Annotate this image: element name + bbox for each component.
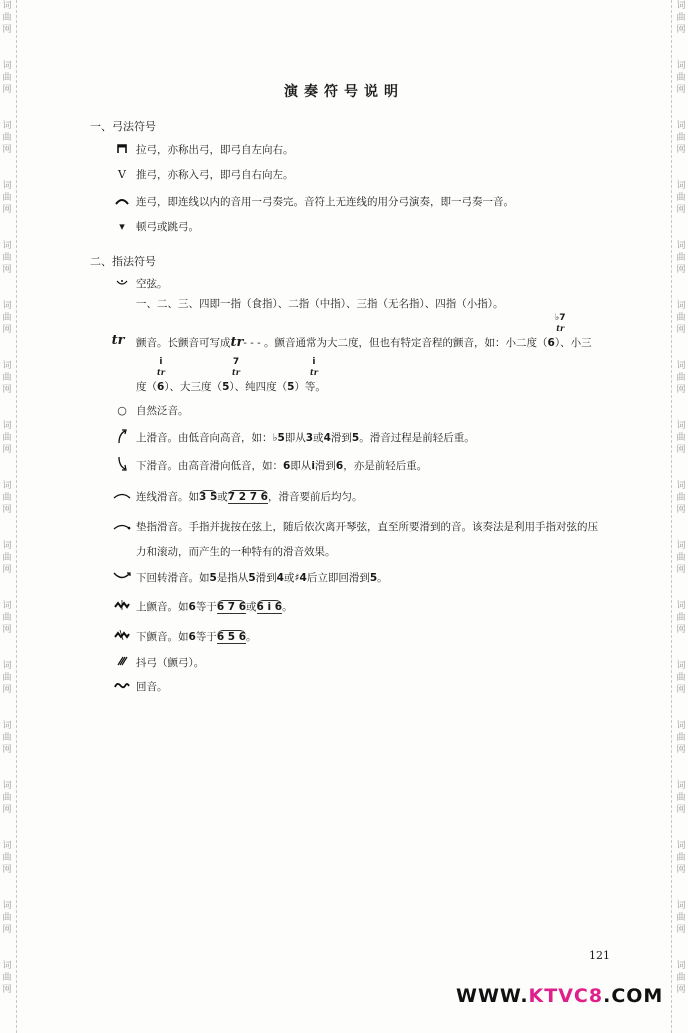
legato-slide-icon	[112, 489, 132, 503]
push-bow-icon: V	[118, 168, 126, 181]
harmonic-text: 自然泛音。	[136, 405, 189, 417]
slide-down-text: 下滑音。由高音滑向低音，如：6即从i滑到6，亦是前轻后重。	[136, 460, 428, 472]
site-watermark-logo: WWW.KTVC8.COM	[456, 985, 664, 1007]
bowing-slur-text: 连弓，即连线以内的音用一弓奏完。音符上无连线的用分弓演奏，即一弓奏一音。	[136, 196, 514, 208]
watermark-text: 词 曲 网	[676, 841, 686, 875]
harmonic-icon: ○	[117, 404, 127, 417]
lower-mordent-icon	[112, 630, 132, 644]
turn-text: 回音。	[136, 681, 168, 693]
watermark-text: 词 曲 网	[676, 301, 686, 335]
watermark-text: 词 曲 网	[676, 1, 686, 35]
watermark-text: 词 曲 网	[2, 301, 12, 335]
trill-example-4-top: i tr	[310, 357, 318, 377]
section-heading-bowing: 一、弓法符号	[90, 120, 156, 133]
pull-bow-icon	[112, 143, 132, 157]
watermark-text: 词 曲 网	[2, 601, 12, 635]
watermark-text: 词 曲 网	[2, 541, 12, 575]
return-slide-icon	[112, 571, 132, 585]
open-string-icon	[112, 277, 132, 291]
trill-example-3-top: 7 tr	[232, 357, 240, 377]
return-slide-text: 下回转滑音。如5是指从5滑到4或♯4后立即回滑到5。	[136, 572, 388, 584]
section-heading-fingering: 二、指法符号	[90, 255, 156, 268]
slide-up-icon	[112, 428, 132, 448]
slide-down-icon	[112, 456, 132, 476]
bowing-push-text: 推弓，亦称入弓，即弓自右向左。	[136, 169, 294, 181]
watermark-text: 词 曲 网	[676, 61, 686, 95]
lower-mordent-text: 下颤音。如6等于6 5 6。	[136, 631, 257, 643]
trill-example-2-top: i tr	[157, 357, 165, 377]
watermark-text: 词 曲 网	[2, 241, 12, 275]
finger-slide-icon	[112, 520, 132, 534]
staccato-icon: ▾	[119, 220, 125, 233]
watermark-text: 词 曲 网	[676, 181, 686, 215]
trill-icon: tr	[111, 333, 125, 348]
tremolo-icon	[112, 656, 132, 670]
watermark-text: 词 曲 网	[676, 901, 686, 935]
trill-line-2: 度（6）、大三度（5）、纯四度（5）等。	[136, 381, 326, 393]
watermark-text: 词 曲 网	[2, 901, 12, 935]
watermark-text: 词 曲 网	[676, 541, 686, 575]
watermark-text: 词 曲 网	[676, 421, 686, 455]
trill-line-1: 颤音。长颤音可写成tr- - - 。颤音通常为大二度，但也有特定音程的颤音，如：小二度（6）、小三	[136, 335, 592, 350]
watermark-text: 词 曲 网	[676, 601, 686, 635]
watermark-text: 词 曲 网	[676, 661, 686, 695]
upper-mordent-icon	[112, 600, 132, 614]
watermark-text: 词 曲 网	[676, 361, 686, 395]
trill-example-1-top: ♭7 tr	[555, 313, 566, 333]
watermark-text: 词 曲 网	[2, 661, 12, 695]
watermark-text: 词 曲 网	[676, 721, 686, 755]
upper-mordent-text: 上颤音。如6等于6 7 6或6 i 6。	[136, 601, 293, 613]
turn-icon	[112, 680, 132, 694]
finger-slide-line-2: 力和滚动，而产生的一种特有的滑音效果。	[136, 546, 336, 558]
watermark-text: 词 曲 网	[2, 721, 12, 755]
watermark-text: 词 曲 网	[676, 241, 686, 275]
watermark-text: 词 曲 网	[2, 841, 12, 875]
bowing-pull-text: 拉弓，亦称出弓，即弓自左向右。	[136, 144, 294, 156]
page-number: 121	[589, 949, 610, 962]
watermark-text: 词 曲 网	[2, 61, 12, 95]
bowing-staccato-text: 顿弓或跳弓。	[136, 221, 199, 233]
slide-up-text: 上滑音。由低音向高音，如：♭5即从3或4滑到5。滑音过程是前轻后重。	[136, 432, 475, 444]
watermark-text: 词 曲 网	[676, 121, 686, 155]
finger-slide-line-1: 垫指滑音。手指并拢按在弦上，随后依次离开琴弦，直至所要滑到的音。该奏法是利用手指对弦的压	[136, 521, 598, 533]
watermark-text: 词 曲 网	[2, 181, 12, 215]
tremolo-text: 抖弓（颤弓）。	[136, 657, 205, 669]
slur-icon	[112, 195, 132, 209]
left-watermark-strip	[0, 0, 17, 1033]
legato-slide-text: 连线滑音。如3 5或7 2 7 6，滑音要前后均匀。	[136, 491, 363, 503]
watermark-text: 词 曲 网	[2, 781, 12, 815]
watermark-text: 词 曲 网	[2, 361, 12, 395]
watermark-text: 词 曲 网	[2, 481, 12, 515]
finger-numbers-text: 一、二、三、四即一指（食指）、二指（中指）、三指（无名指）、四指（小指）。	[136, 298, 504, 310]
watermark-text: 词 曲 网	[2, 961, 12, 995]
open-string-text: 空弦。	[136, 278, 168, 290]
watermark-text: 词 曲 网	[2, 121, 12, 155]
watermark-text: 词 曲 网	[2, 421, 12, 455]
watermark-text: 词 曲 网	[676, 481, 686, 515]
right-watermark-strip	[671, 0, 688, 1033]
watermark-text: 词 曲 网	[2, 1, 12, 35]
watermark-text: 词 曲 网	[676, 961, 686, 995]
watermark-text: 词 曲 网	[676, 781, 686, 815]
page-title: 演奏符号说明	[284, 84, 404, 100]
